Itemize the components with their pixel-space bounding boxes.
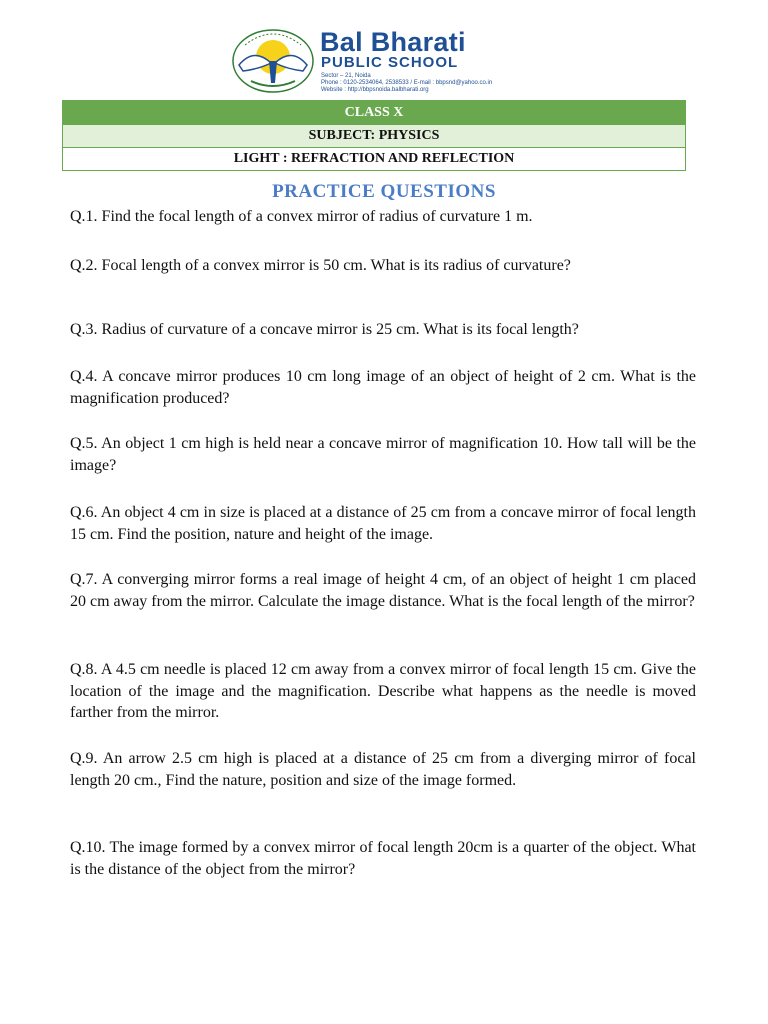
question-1: Q.1. Find the focal length of a convex mirror of radius of curvature 1 m. [70, 208, 533, 225]
question-2: Q.2. Focal length of a convex mirror is 50 cm. What is its radius of curvature? [70, 257, 571, 274]
question-4: Q.4. A concave mirror produces 10 cm long image of an object of height of 2 cm. What is the magnification produced? [70, 368, 696, 407]
worksheet-info-table [62, 100, 686, 171]
school-address: Sector – 21, Noida [321, 73, 371, 79]
section-title: PRACTICE QUESTIONS [272, 181, 496, 202]
question-7: Q.7. A converging mirror forms a real image of height 4 cm, of an object of height 1 cm placed 20 cm away from the mirror. Calculate the image distance. What is the focal length of the mirror? [70, 571, 696, 610]
school-emblem-icon [229, 25, 317, 95]
question-6: Q.6. An object 4 cm in size is placed at a distance of 25 cm from a concave mirror of focal length 15 cm. Find the position, nature and height of the image. [70, 504, 696, 543]
school-subtitle: PUBLIC SCHOOL [321, 54, 459, 71]
school-contact: Phone : 0120-2534064, 2538533 / E-mail : bbpsnd@yahoo.co.in [321, 80, 493, 86]
school-header [229, 23, 559, 97]
school-name: Bal Bharati [320, 27, 466, 57]
question-8: Q.8. A 4.5 cm needle is placed 12 cm away from a convex mirror of focal length 15 cm. Give the location of the image and the magnification. Describe what happens as the needle is moved farther from the mirror. [70, 661, 696, 721]
topic-row: LIGHT : REFRACTION AND REFLECTION [62, 147, 686, 171]
question-10: Q.10. The image formed by a convex mirror of focal length 20cm is a quarter of the object. What is the distance of the object from the mirror? [70, 839, 696, 878]
question-5: Q.5. An object 1 cm high is held near a concave mirror of magnification 10. How tall will be the image? [70, 435, 696, 474]
school-website: Website : http://bbpsnoida.balbharati.org [321, 87, 429, 93]
class-row: CLASS X [62, 100, 686, 125]
subject-row: SUBJECT: PHYSICS [62, 124, 686, 148]
question-3: Q.3. Radius of curvature of a concave mirror is 25 cm. What is its focal length? [70, 321, 579, 338]
question-9: Q.9. An arrow 2.5 cm high is placed at a distance of 25 cm from a diverging mirror of focal length 20 cm., Find the nature, position and size of the image formed. [70, 750, 696, 789]
